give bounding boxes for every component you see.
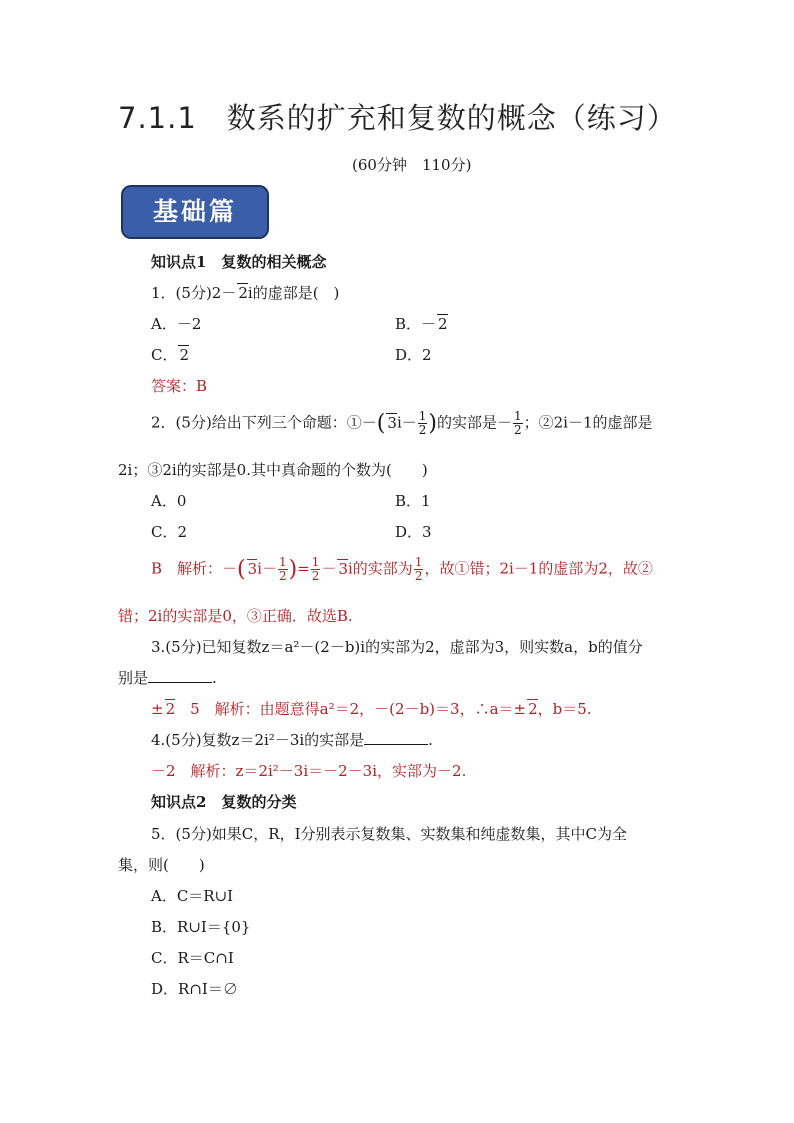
q5-option-d: D．R∩I＝∅: [151, 980, 238, 998]
q1-option-d: D．2: [395, 346, 432, 364]
q2-stem-c: ；②2i－1的虚部是: [523, 413, 653, 432]
q2-ans-frac1: [278, 556, 288, 583]
q2-ans-sqrt2: 3: [338, 559, 348, 578]
q3-ans-sqrt2: 2: [528, 700, 538, 718]
q2-frac-den: 2: [418, 423, 427, 437]
q5-option-b: B．R∪I＝{0}: [151, 918, 251, 936]
question-5-line2: 集，则( ): [118, 856, 205, 874]
q3-answer-blank: [148, 670, 212, 683]
q2-fraction: [418, 410, 428, 437]
q5-option-c: C．R＝C∩I: [151, 949, 234, 967]
q2-ans-frac3-den: 2: [414, 569, 423, 583]
q4-answer: －2 解析：z＝2i²－3i＝－2－3i，实部为－2.: [151, 762, 467, 780]
question-3-line2: [118, 667, 217, 688]
q2-answer-line1: [151, 556, 653, 583]
q2-ans-frac2: [311, 556, 321, 583]
q1-option-c-pre: C．: [151, 346, 178, 364]
q1-option-a: A．－2: [151, 315, 202, 333]
q2-ans-frac1-num: 1: [278, 555, 287, 569]
q1-sqrt: 2: [238, 284, 248, 302]
q1-option-b-pre: B．－: [395, 315, 437, 333]
question-1-stem: [151, 282, 339, 303]
q1-option-c: [151, 344, 189, 365]
q2-mid: i－: [396, 413, 417, 432]
q3-ans-a: ±: [151, 700, 164, 718]
q3-line2-end: .: [212, 669, 217, 687]
q2-option-c: C．2: [151, 523, 188, 541]
q2-ans-frac2-num: 1: [311, 555, 320, 569]
q4-answer-blank: [364, 732, 428, 745]
q2-frac-num: 1: [418, 409, 427, 423]
knowledge-point-2: 知识点2 复数的分类: [151, 793, 297, 811]
q3-ans-b: 5 解析：由题意得a²＝2，－(2－b)＝3，∴a＝±: [175, 700, 527, 718]
q2-stem-line2: 2i；③2i的实部是0.其中真命题的个数为( ): [118, 461, 428, 479]
knowledge-point-1: 知识点1 复数的相关概念: [151, 253, 327, 271]
q1-answer: 答案：B: [151, 377, 208, 395]
question-4-stem: [151, 729, 433, 750]
q1-stem-b: i的虚部是( ): [247, 284, 340, 302]
q1-stem-a: 1．(5分)2－: [151, 284, 237, 302]
q2-paren-close: ): [428, 411, 437, 436]
q3-ans-c: ，b＝5.: [537, 700, 592, 718]
q2-stem-a: 2．(5分)给出下列三个命题：①－: [151, 413, 377, 432]
q1-option-c-sqrt: 2: [179, 346, 190, 364]
q2-paren-open: (: [376, 411, 386, 436]
q2-frac2-den: 2: [514, 423, 522, 437]
q2-ans-paren-open: (: [237, 557, 246, 582]
q2-option-a: A．0: [151, 492, 187, 510]
q2-ans-sqrt: 3: [247, 559, 258, 578]
q2-ans-mid: i－: [257, 559, 277, 578]
q5-option-a: A．C＝R∪I: [151, 887, 234, 905]
section-badge: 基础篇: [121, 185, 269, 239]
question-3-line1: 3.(5分)已知复数z＝a²－(2－b)i的实部为2，虚部为3，则实数a，b的值分: [151, 638, 643, 656]
q2-ans-frac3-num: 1: [414, 555, 423, 569]
q2-ans-e: ，故①错；2i－1的虚部为2，故②: [424, 559, 653, 578]
q2-ans-a: B 解析：－: [151, 559, 238, 578]
q2-ans-frac2-den: 2: [311, 569, 320, 583]
q3-line2-text: 别是: [118, 669, 149, 687]
question-5-line1: 5．(5分)如果C，R，I分别表示复数集、实数集和纯虚数集，其中C为全: [151, 825, 627, 843]
q4-stem-text: 4.(5分)复数z＝2i²－3i的实部是: [151, 731, 365, 749]
q3-answer: [151, 698, 592, 719]
q2-fraction-2: [513, 410, 523, 437]
q2-ans-d: i的实部为: [348, 559, 413, 578]
q2-option-b: B．1: [395, 492, 431, 510]
q2-answer-line2: 错；2i的实部是0，③正确．故选B.: [118, 607, 353, 625]
q1-option-b-sqrt: 2: [438, 315, 448, 333]
q2-ans-minus: －: [321, 559, 337, 578]
q2-ans-frac1-den: 2: [278, 569, 287, 583]
time-score-note: (60分钟 110分): [352, 156, 472, 174]
q2-sqrt: 3: [387, 413, 397, 432]
q1-option-b: [395, 313, 448, 334]
q3-ans-sqrt: 2: [165, 700, 176, 718]
page-title: 7.1.1 数系的扩充和复数的概念（练习）: [118, 101, 677, 135]
q2-ans-paren-close: ): [288, 557, 298, 582]
question-2-stem: [151, 410, 653, 437]
q2-frac2-num: 1: [514, 409, 522, 423]
q4-stem-end: .: [428, 731, 433, 749]
q2-ans-frac3: [414, 556, 424, 583]
q2-option-d: D．3: [395, 523, 432, 541]
q2-stem-b: 的实部是－: [436, 413, 512, 432]
q2-ans-eq: =: [297, 559, 310, 578]
